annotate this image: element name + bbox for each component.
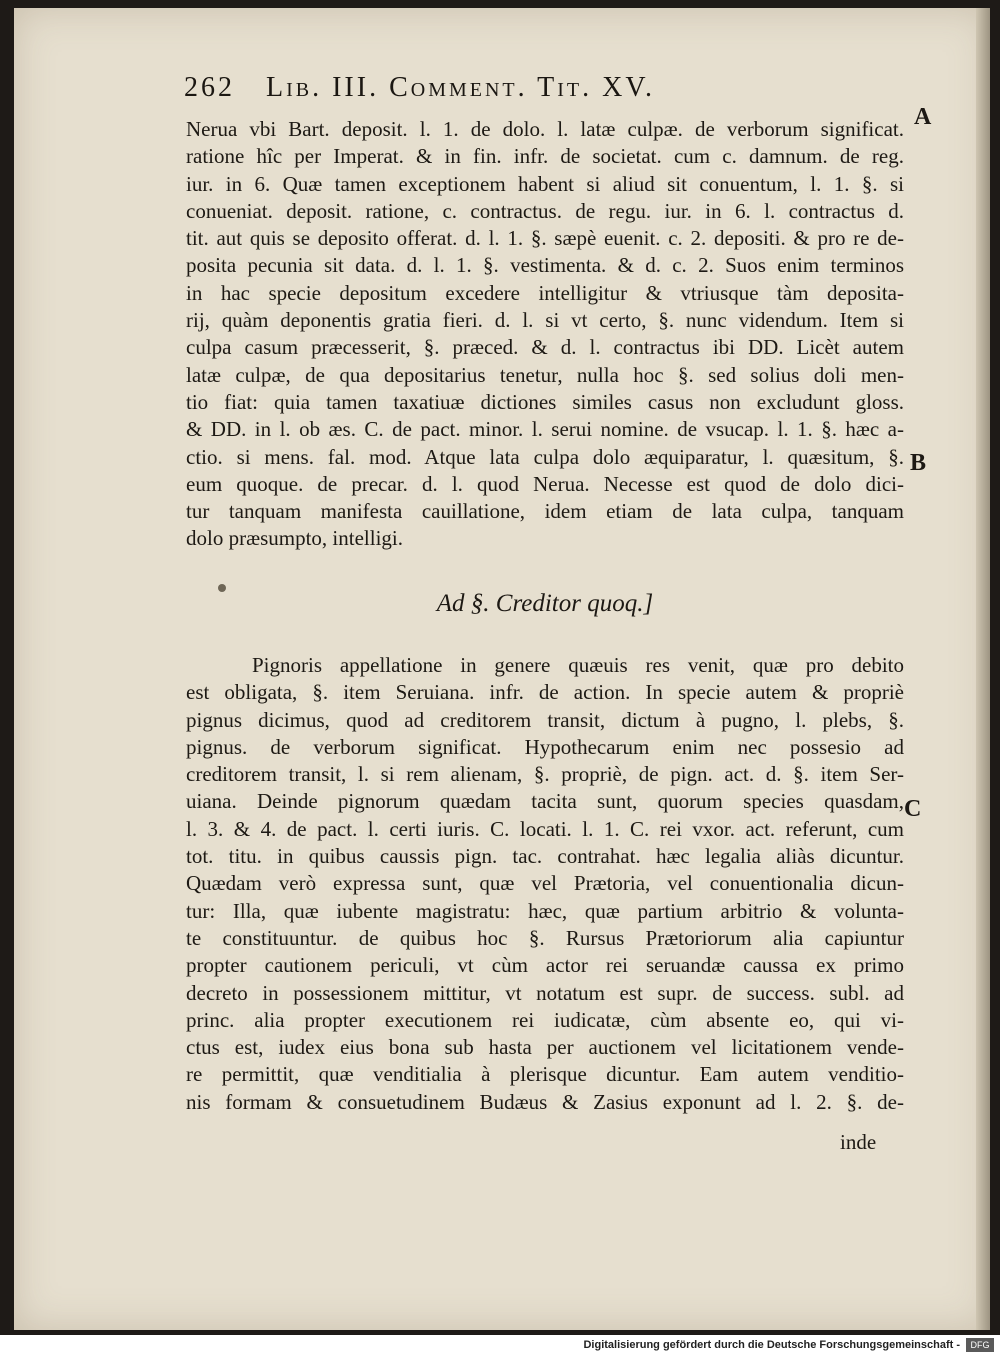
text-line: propter cautionem periculi, vt cùm actor rei seruandæ caussa ex primo — [186, 953, 904, 978]
page-edge — [976, 8, 990, 1330]
text-line: princ. alia propter executionem rei iudicatæ, cùm absente eo, qui vi- — [186, 1007, 904, 1032]
paragraph-2 — [186, 652, 904, 1116]
text-line: conueniat. deposit. ratione, c. contractus. de regu. iur. in 6. l. contractus d. — [186, 198, 904, 223]
text-line: ratione hîc per Imperat. & in fin. infr. de societat. cum c. damnum. de reg. — [186, 144, 904, 169]
text-line: creditorem transit, l. si rem alienam, §. propriè, de pign. act. d. §. item Ser- — [186, 762, 904, 787]
text-line: tur tanquam manifesta cauillatione, idem etiam de lata culpa, tanquam — [186, 499, 904, 524]
running-head — [184, 72, 824, 112]
text-line: eum quoque. de precar. d. l. quod Nerua. Necesse est quod de dolo dici- — [186, 471, 904, 496]
text-line: decreto in possessionem mittitur, vt notatum est supr. de success. subl. ad — [186, 980, 904, 1005]
text-line: te constituuntur. de quibus hoc §. Rursus Prætoriorum alia capiuntur — [186, 925, 904, 950]
margin-letter-b: B — [910, 450, 927, 476]
section-heading: Ad §. Creditor quoq.] — [436, 590, 654, 617]
text-line: pignus dicimus, quod ad creditorem transit, dictum à pugno, l. plebs, §. — [186, 707, 904, 732]
margin-letter-c: C — [904, 796, 922, 822]
text-line: pignus. de verborum significat. Hypothecarum enim nec possesio ad — [186, 734, 904, 759]
margin-letter-a: A — [914, 104, 932, 130]
text-line: uiana. Deinde pignorum quædam tacita sunt, quorum species quasdam, — [186, 789, 904, 814]
text-line: nis formam & consuetudinem Budæus & Zasius exponunt ad l. 2. §. de- — [186, 1089, 904, 1114]
text-line: dolo præsumpto, intelligi. — [186, 526, 404, 551]
text-line: Pignoris appellatione in genere quæuis res venit, quæ pro debito — [252, 653, 904, 677]
text-line: & DD. in l. ob æs. C. de pact. minor. l. serui nomine. de vsucap. l. 1. §. hæc a- — [186, 417, 904, 442]
text-line: latæ culpæ, de qua depositarius tenetur, nulla hoc §. sed solius doli men- — [186, 362, 904, 387]
text-line: est obligata, §. item Seruiana. infr. de action. In specie autem & propriè — [186, 680, 904, 705]
text-line: ctio. si mens. fal. mod. Atque lata culpa dolo æquiparatur, l. quæsitum, §. — [186, 444, 904, 469]
text-line: tur: Illa, quæ iubente magistratu: hæc, quæ partium arbitrio & volunta- — [186, 898, 904, 923]
text-line: Nerua vbi Bart. deposit. l. 1. de dolo. l. latæ culpæ. de verborum significat. — [186, 117, 904, 141]
dfg-logo: DFG — [966, 1338, 994, 1352]
text-line: ctus est, iudex eius bona sub hasta per auctionem vel licitationem vende- — [186, 1035, 904, 1060]
text-line: tio fiat: quia tamen taxatiuæ dictiones similes casus non excludunt gloss. — [186, 389, 904, 414]
text-line: culpa casum præcesserit, §. præced. & d. l. contractus ibi DD. Licèt autem — [186, 335, 904, 360]
text-line: l. 3. & 4. de pact. l. certi iuris. C. locati. l. 1. C. rei vxor. act. referunt, cum — [186, 816, 904, 841]
text-line: tot. titu. in quibus caussis pign. tac. contrahat. hæc legalia aliàs dicuntur. — [186, 844, 904, 869]
text-line: Quædam verò expressa sunt, quæ vel Prætoria, vel conuentionalia dicun- — [186, 871, 904, 896]
text-line: posita pecunia sit data. d. l. 1. §. vestimenta. & d. c. 2. Suos enim terminos — [186, 253, 904, 278]
text-line: rij, quàm deponentis gratia fieri. d. l. si vt certo, §. nunc videndum. Item si — [186, 308, 904, 333]
catchword: inde — [840, 1130, 877, 1154]
text-line: in hac specie depositum excedere intelligitur & vtriusque tàm deposita- — [186, 280, 904, 305]
page-number: 262 — [184, 72, 235, 103]
text-line: re permittit, quæ venditialia à plerisque dicuntur. Eam autem venditio- — [186, 1062, 904, 1087]
text-line: tit. aut quis se deposito offerat. d. l. 1. §. sæpè euenit. c. 2. depositi. & pro re de- — [186, 226, 904, 251]
funding-note: Digitalisierung gefördert durch die Deutsche Forschungsgemeinschaft - — [583, 1339, 960, 1351]
running-title: Lib. III. Comment. Tit. XV. — [266, 72, 655, 103]
text-line: iur. in 6. Quæ tamen exceptionem habent si aliud sit conuentum, l. 1. §. si — [186, 171, 904, 196]
footer-bar — [0, 1335, 1000, 1356]
paragraph-1 — [186, 116, 904, 553]
